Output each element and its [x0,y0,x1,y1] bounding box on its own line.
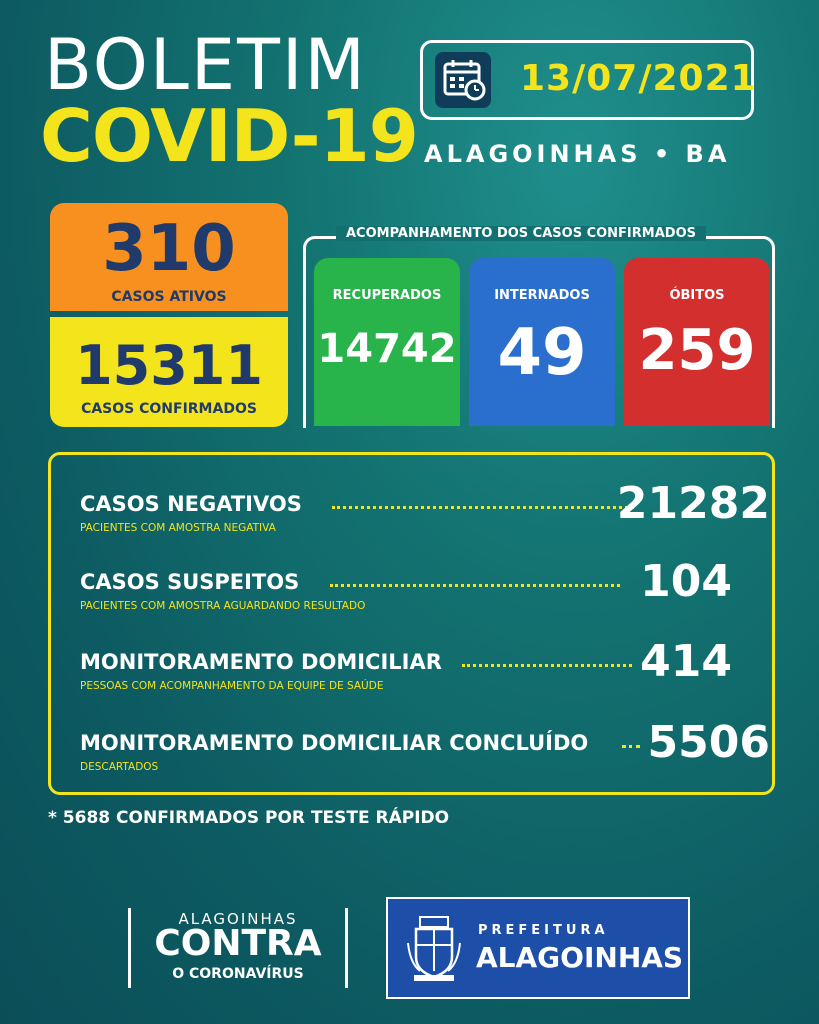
dotted-leader [622,745,640,748]
hospitalized-value: 49 [497,316,587,390]
stat-value: 414 [640,636,732,687]
dotted-leader [330,584,620,587]
tracking-title: ACOMPANHAMENTO DOS CASOS CONFIRMADOS [336,226,706,241]
deaths-card [624,258,770,426]
deaths-value: 259 [638,318,756,383]
prefeitura-label: PREFEITURA [478,923,609,938]
stat-row-home-monitoring-done [80,717,770,791]
recovered-label: RECUPERADOS [332,288,442,303]
city-label: ALAGOINHAS • BA [424,140,731,168]
prefeitura-city: ALAGOINHAS [476,941,684,974]
stat-value: 104 [640,556,732,607]
campaign-logo [128,908,348,988]
covid-title: COVID-19 [40,94,418,178]
confirmed-cases-label: CASOS CONFIRMADOS [81,401,257,417]
dotted-leader [332,506,634,509]
active-cases-box [50,203,288,311]
stat-sub: PACIENTES COM AMOSTRA AGUARDANDO RESULTADO [80,600,366,612]
bulletin-date: 13/07/2021 [520,58,757,99]
stat-value: 21282 [616,478,770,529]
recovered-value: 14742 [317,326,457,372]
stat-label: CASOS NEGATIVOS [80,492,302,516]
stat-label: MONITORAMENTO DOMICILIAR CONCLUÍDO [80,731,589,755]
bulletin-title: BOLETIM [44,24,367,106]
campaign-line2: CONTRA [154,923,322,964]
calendar-icon [435,52,491,108]
dotted-leader [462,664,632,667]
stat-sub: DESCARTADOS [80,761,159,773]
campaign-line3: O CORONAVÍRUS [172,966,304,982]
city-crest-icon [406,913,462,983]
hospitalized-card [469,258,615,426]
deaths-label: ÓBITOS [669,288,725,303]
stat-label: MONITORAMENTO DOMICILIAR [80,650,442,674]
active-cases-label: CASOS ATIVOS [111,289,227,305]
hospitalized-label: INTERNADOS [494,288,590,303]
confirmed-cases-value: 15311 [75,334,263,397]
stat-sub: PESSOAS COM ACOMPANHAMENTO DA EQUIPE DE SAÚDE [80,680,384,692]
stat-row-suspected [80,556,770,630]
prefeitura-logo [386,897,690,999]
stat-row-home-monitoring [80,636,770,710]
confirmed-cases-box [50,317,288,427]
campaign-line1: ALAGOINHAS [178,910,298,928]
stat-value: 5506 [647,717,770,768]
stat-row-negative [80,478,770,552]
active-cases-value: 310 [102,212,236,286]
rapid-test-footnote: * 5688 CONFIRMADOS POR TESTE RÁPIDO [48,808,450,828]
stat-label: CASOS SUSPEITOS [80,570,300,594]
stat-sub: PACIENTES COM AMOSTRA NEGATIVA [80,522,276,534]
recovered-card [314,258,460,426]
